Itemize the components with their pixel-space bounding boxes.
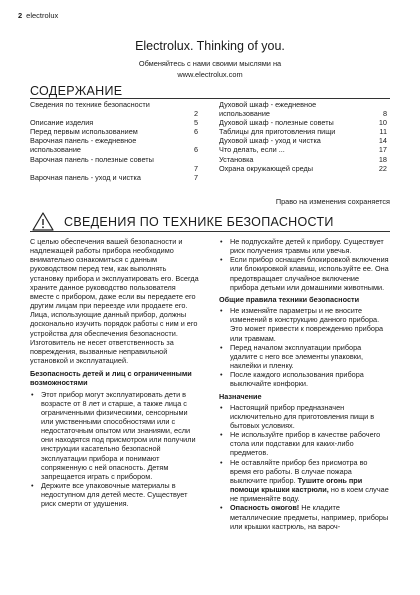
toc-item[interactable]: использование 8 [219, 109, 387, 119]
toc-item[interactable]: Духовой шкаф - ежедневное [219, 100, 317, 109]
intro-paragraph: С целью обеспечения вашей безопасности и надлежащей работы прибора необходимо внимательно ознакомиться с данным руководством перед тем, как выполнять установку прибора и эксплуатировать его. Всегда храните данное руководство пользователя вместе с прибором, даже если вы передаете его другим лицам при переезде или продаете его. Лица, использующие данный прибор, должны досконально изучить порядок работы с ним и его устройства для обеспечения безопасности. Изготовитель не несет ответственность за повреждения, вызванные неправильной установкой и эксплуатацией. [30, 237, 199, 366]
toc-item[interactable]: Охрана окружающей среды 22 [219, 163, 387, 173]
toc-item[interactable]: Сведения по технике безопасности [30, 100, 150, 109]
list-item: • Настоящий прибор предназначен исключительно для приготовления пищи в бытовых условиях. [219, 403, 389, 430]
slogan: Electrolux. Thinking of you. [135, 39, 285, 53]
list-item: • Опасность ожогов! Не кладите металлические предметы, например, приборы или крышки кастрюль, на вароч- [219, 503, 389, 530]
toc-item[interactable]: Варочная панель - полезные советы [30, 154, 154, 164]
list-item: • Перед началом эксплуатации прибора удалите с него все элементы упаковки, наклейки и пленку. [219, 343, 389, 370]
toc-item[interactable]: Таблицы для приготовления пищи 11 [219, 127, 387, 137]
toc-item[interactable]: использование 6 [30, 145, 198, 155]
list-item: • Не изменяйте параметры и не вносите изменений в конструкцию данного прибора. Это может привести к повреждению прибора или травмам. [219, 306, 389, 343]
header-brand: electrolux [26, 11, 59, 20]
toc-item[interactable]: Перед первым использованием 6 [30, 127, 198, 137]
toc-left-column [30, 100, 198, 182]
toc-right-column [219, 100, 387, 173]
general-safety-list [219, 306, 389, 388]
toc-item[interactable]: Варочная панель - ежедневное [30, 136, 137, 146]
left-column [30, 237, 200, 512]
list-item: • Держите все упаковочные материалы в недоступном для детей месте. Существует риск смерти от удушения. [30, 481, 200, 508]
toc-title: СОДЕРЖАНИЕ [30, 84, 123, 98]
toc-item[interactable]: Духовой шкаф - полезные советы 10 [219, 118, 387, 128]
purpose-list [219, 403, 389, 531]
list-item: • После каждого использования прибора выключайте конфорки. [219, 370, 389, 388]
list-item: • Этот прибор могут эксплуатировать дети в возрасте от 8 лет и старше, а также лица с ограниченными физическими, сенсорными или умственными способностями или с недостаточным опытом или знаниями, если они находятся под присмотром или получили инструкции касательно безопасной эксплуатации прибора и понимают сопряженную с ней опасность. Детям запрещается играть с прибором. [30, 390, 200, 482]
children-safety-list [30, 390, 200, 509]
share-text [0, 59, 420, 80]
page-number: 2 [18, 11, 23, 20]
toc-item[interactable]: 7 [193, 163, 198, 173]
safety-title: СВЕДЕНИЯ ПО ТЕХНИКЕ БЕЗОПАСНОСТИ [64, 215, 334, 229]
list-item: • Не оставляйте прибор без присмотра во время его работы. В случае пожара выключите прибор. Тушите огонь при помощи крышки кастрюли, но в коем случае не применяйте воду. [219, 458, 389, 504]
children-safety-list-continued [219, 237, 389, 292]
toc-item[interactable]: 2 [193, 109, 198, 119]
subheading-purpose: Назначение [219, 391, 262, 401]
toc-item[interactable]: Что делать, если ... 17 [219, 145, 387, 155]
list-item: • Если прибор оснащен блокировкой включения или блокировкой клавиш, используйте ее. Она предотвращает случайное включение прибора детьми или домашними животными. [219, 255, 389, 292]
right-column [219, 237, 389, 534]
subheading-general-safety: Общие правила техники безопасности [219, 294, 360, 304]
warning-icon [32, 212, 54, 231]
toc-item[interactable]: Духовой шкаф - уход и чистка 14 [219, 136, 387, 146]
page-header [18, 11, 58, 20]
share-link[interactable]: www.electrolux.com [177, 69, 243, 79]
list-item: • Не используйте прибор в качестве рабочего стола или подставки для каких-либо предметов. [219, 430, 389, 457]
list-item: • Не подпускайте детей к прибору. Существует риск получения травмы или увечья. [219, 237, 389, 255]
rights-note: Право на изменения сохраняется [275, 197, 390, 206]
subheading-children-safety: Безопасность детей и лиц с ограниченными возможностями [30, 369, 192, 388]
share-line-1: Обменяйтесь с нами своими мыслями на [138, 59, 282, 68]
toc-rule [30, 98, 390, 99]
toc-item[interactable]: Варочная панель - уход и чистка 7 [30, 172, 198, 182]
safety-rule [30, 231, 390, 232]
toc-item[interactable]: Описание изделия 5 [30, 118, 198, 128]
toc-item[interactable]: Установка 18 [219, 154, 387, 164]
